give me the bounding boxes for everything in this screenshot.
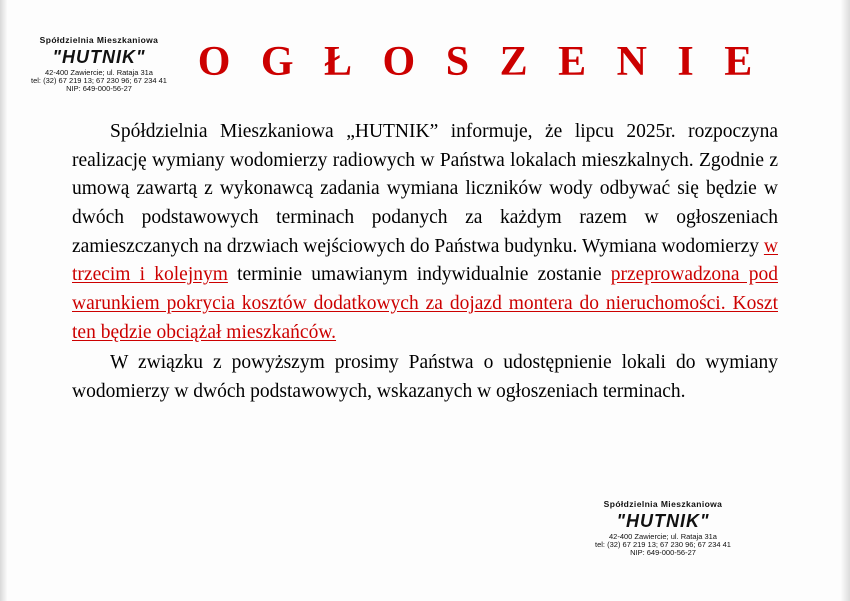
page-title: O G Ł O S Z E N I E — [197, 39, 763, 85]
letterhead-phone-bottom: tel: (32) 67 219 13; 67 230 96; 67 234 41 — [595, 540, 731, 550]
letterhead-phone: tel: (32) 67 219 13; 67 230 96; 67 234 41 — [31, 76, 167, 86]
letterhead-brand: "HUTNIK" — [52, 46, 146, 67]
paragraph-1 — [72, 118, 778, 347]
paragraph-1-text-a: Spółdzielnia Mieszkaniowa „HUTNIK” informuje, że lipcu 2025r. rozpoczyna realizację wymiany wodomierzy radiowych w Państwa lokalach mieszkalnych. Zgodnie z umową zawartą z wykonawcą zadania wymiana liczników wody odbywać się będzie w dwóch podstawowych terminach podanych za każdym razem w ogłoszeniach zamieszczanych na drzwiach wejściowych do Państwa budynku. Wymiana wodomierzy — [72, 121, 778, 257]
paragraph-1-text-b: terminie umawianym indywidualnie zostanie — [227, 264, 611, 286]
paragraph-2: W związku z powyższym prosimy Państwa o udostępnienie lokali do wymiany wodomierzy w dwóch podstawowych, wskazanych w ogłoszeniach terminach. — [72, 352, 778, 402]
letterhead-nip-bottom: NIP: 649-000-56-27 — [630, 548, 696, 558]
letterhead-stamp-top — [24, 36, 174, 94]
letterhead-address: 42-400 Zawiercie; ul. Rataja 31a — [45, 67, 153, 77]
paragraph-1-highlight-a: w trzecim i kolejnym — [72, 235, 778, 286]
paragraph-1-highlight-b: przeprowadzona pod warunkiem pokrycia kosztów dodatkowych za dojazd montera do nieruchomości. Koszt ten będzie obciążał mieszkańców. — [72, 264, 778, 343]
letterhead-nip: NIP: 649-000-56-27 — [66, 84, 132, 94]
letterhead-stamp-bottom — [588, 500, 738, 558]
letterhead-coop-line: Spółdzielnia Mieszkaniowa — [39, 35, 159, 45]
document-body — [72, 118, 778, 409]
letterhead-address-bottom: 42-400 Zawiercie; ul. Rataja 31a — [609, 531, 717, 541]
letterhead-brand-bottom: "HUTNIK" — [616, 510, 710, 531]
letterhead-coop-line-bottom: Spółdzielnia Mieszkaniowa — [603, 499, 723, 509]
